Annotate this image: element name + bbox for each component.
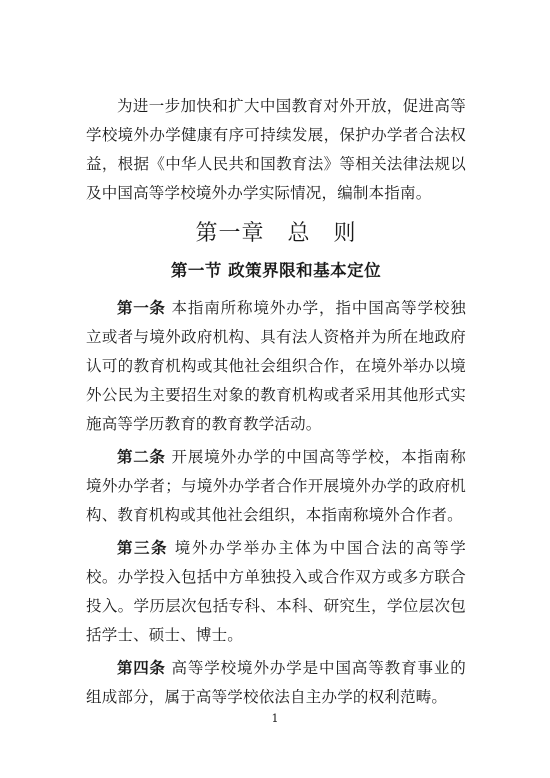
article-term: 第一条 xyxy=(117,299,166,317)
article-term: 第三条 xyxy=(117,539,169,557)
article-term: 第四条 xyxy=(117,659,166,677)
page-number: 1 xyxy=(271,712,279,725)
article-text: 高等学校境外办学是中国高等教育事业的组成部分，属于高等学校依法自主办学的权利范畴。 xyxy=(86,659,466,706)
page-body xyxy=(86,92,466,716)
article-2 xyxy=(86,443,466,530)
article-text: 本指南所称境外办学，指中国高等学校独立或者与境外政府机构、具有法人资格并为所在地政府认可的教育机构或其他社会组织合作，在境外举办以境外公民为主要招生对象的教育机构或者采用其他形式实施高等学历教育的教育教学活动。 xyxy=(86,299,466,433)
section-title: 第一节 政策界限和基本定位 xyxy=(170,261,382,280)
article-text: 开展境外办学的中国高等学校，本指南称境外办学者；与境外办学者合作开展境外办学的政府机构、教育机构或其他社会组织，本指南称境外合作者。 xyxy=(86,448,466,524)
article-1 xyxy=(86,294,466,439)
article-3 xyxy=(86,534,466,650)
chapter-title: 第一章 总 则 xyxy=(195,221,357,246)
article-4 xyxy=(86,654,466,712)
article-text: 境外办学举办主体为中国合法的高等学校。办学投入包括中方单独投入或合作双方或多方联合投入。学历层次包括专科、本科、研究生，学位层次包括学士、硕士、博士。 xyxy=(86,539,466,644)
intro-paragraph: 为进一步加快和扩大中国教育对外开放，促进高等学校境外办学健康有序可持续发展，保护办学者合法权益，根据《中华人民共和国教育法》等相关法律法规以及中国高等学校境外办学实际情况，编制本指南。 xyxy=(86,97,466,202)
article-term: 第二条 xyxy=(117,448,166,466)
